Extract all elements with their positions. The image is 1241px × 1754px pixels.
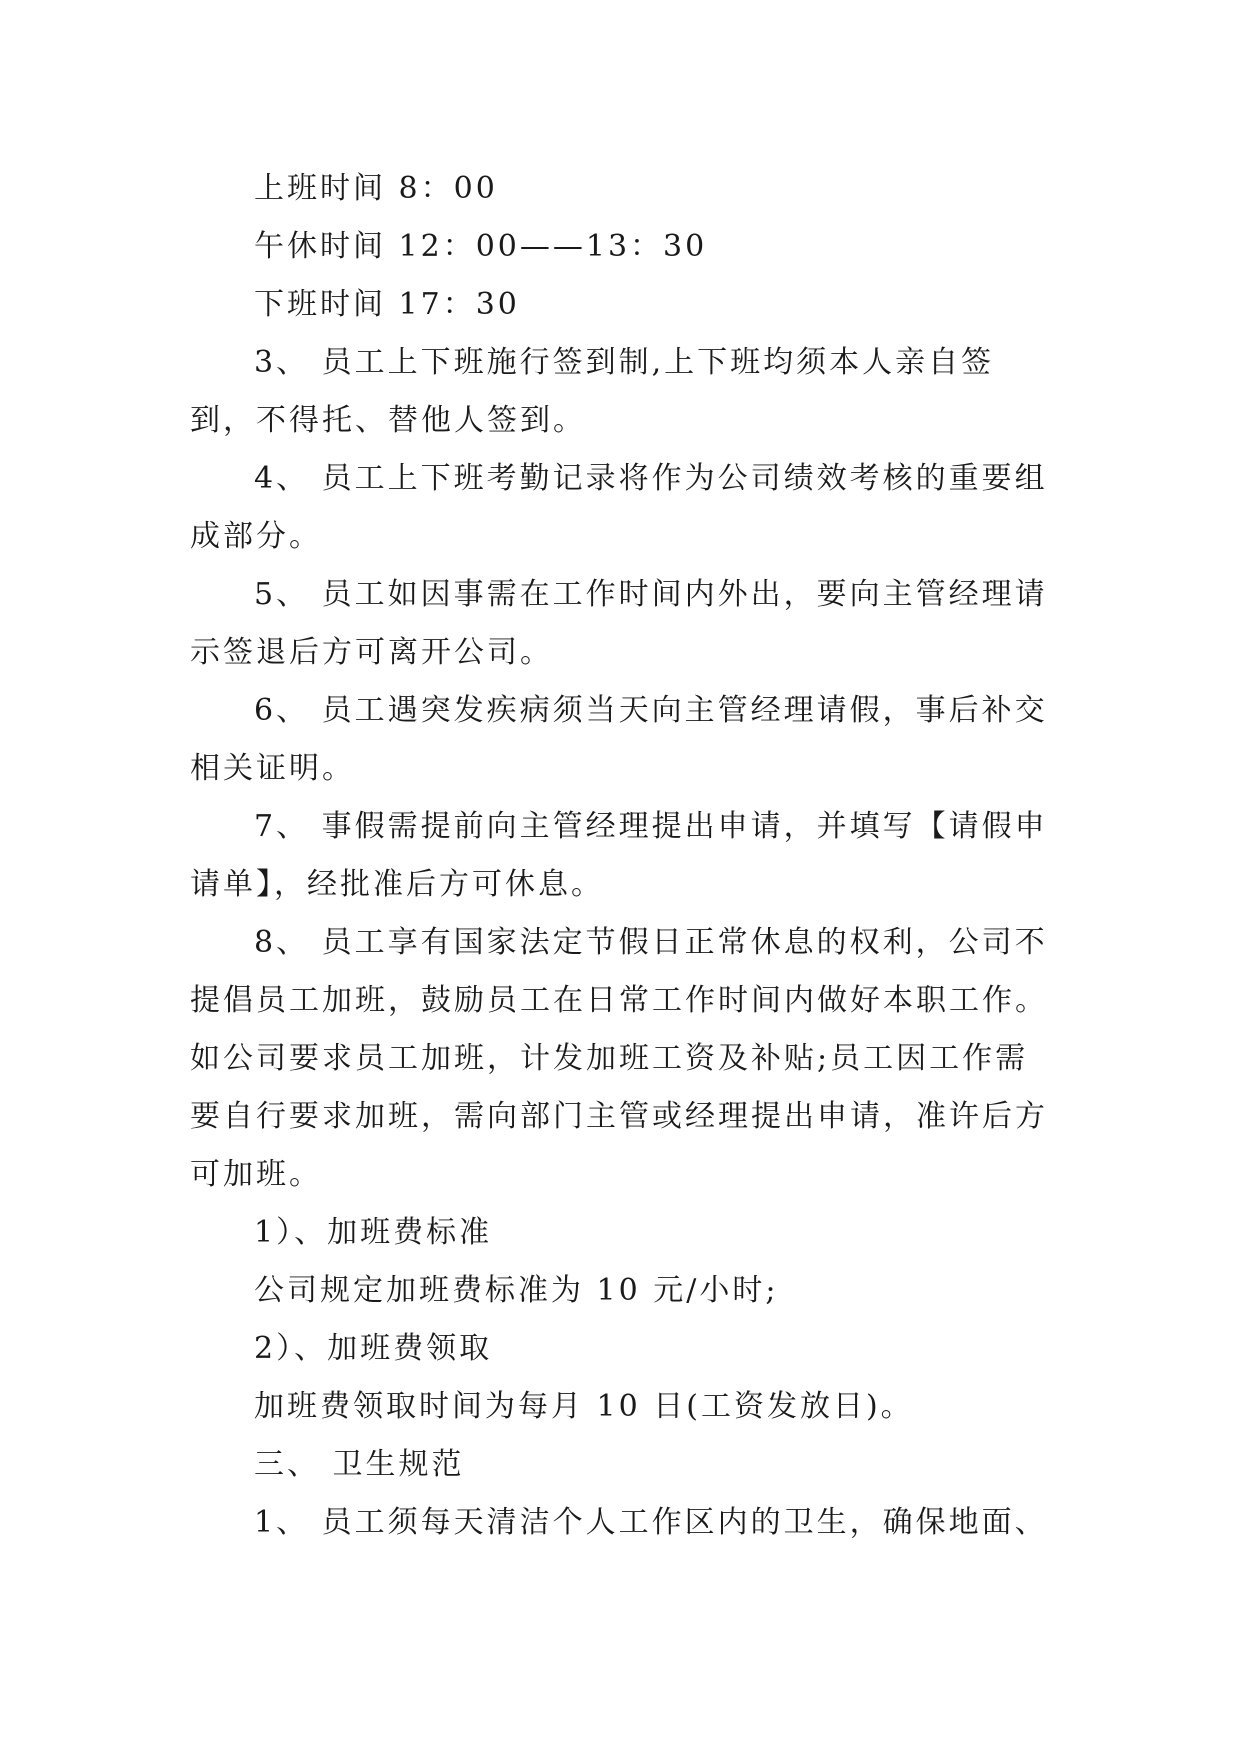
hygiene-rule-1: 1、 员工须每天清洁个人工作区内的卫生，确保地面、 xyxy=(254,1505,1048,1540)
lunch-break-time: 午休时间 12：00——13：30 xyxy=(254,229,708,264)
work-end-time: 下班时间 17：30 xyxy=(254,287,520,322)
work-start-time: 上班时间 8：00 xyxy=(254,171,498,206)
rule-3-paragraph: 3、 员工上下班施行签到制,上下班均须本人亲自签到，不得托、替他人签到。 xyxy=(190,345,995,438)
overtime-collection-title: 2）、加班费领取 xyxy=(254,1331,493,1366)
rule-6-paragraph: 6、 员工遇突发疾病须当天向主管经理请假，事后补交相关证明。 xyxy=(190,693,1048,786)
overtime-standard-text: 公司规定加班费标准为 10 元/小时; xyxy=(254,1273,779,1308)
rule-4-paragraph: 4、 员工上下班考勤记录将作为公司绩效考核的重要组成部分。 xyxy=(190,461,1048,554)
rule-5-paragraph: 5、 员工如因事需在工作时间内外出，要向主管经理请示签退后方可离开公司。 xyxy=(190,577,1048,670)
overtime-standard-title: 1）、加班费标准 xyxy=(254,1215,493,1250)
document-body xyxy=(190,160,1060,1552)
section-heading-hygiene: 三、 卫生规范 xyxy=(254,1447,465,1482)
overtime-collection-text: 加班费领取时间为每月 10 日(工资发放日)。 xyxy=(254,1389,914,1424)
rule-8-paragraph: 8、 员工享有国家法定节假日正常休息的权利，公司不提倡员工加班，鼓励员工在日常工作时间内做好本职工作。如公司要求员工加班，计发加班工资及补贴;员工因工作需要自行要求加班，需向部门主管或经理提出申请，准许后方可加班。 xyxy=(190,925,1048,1192)
rule-7-paragraph: 7、 事假需提前向主管经理提出申请，并填写【请假申请单】，经批准后方可休息。 xyxy=(190,809,1048,902)
